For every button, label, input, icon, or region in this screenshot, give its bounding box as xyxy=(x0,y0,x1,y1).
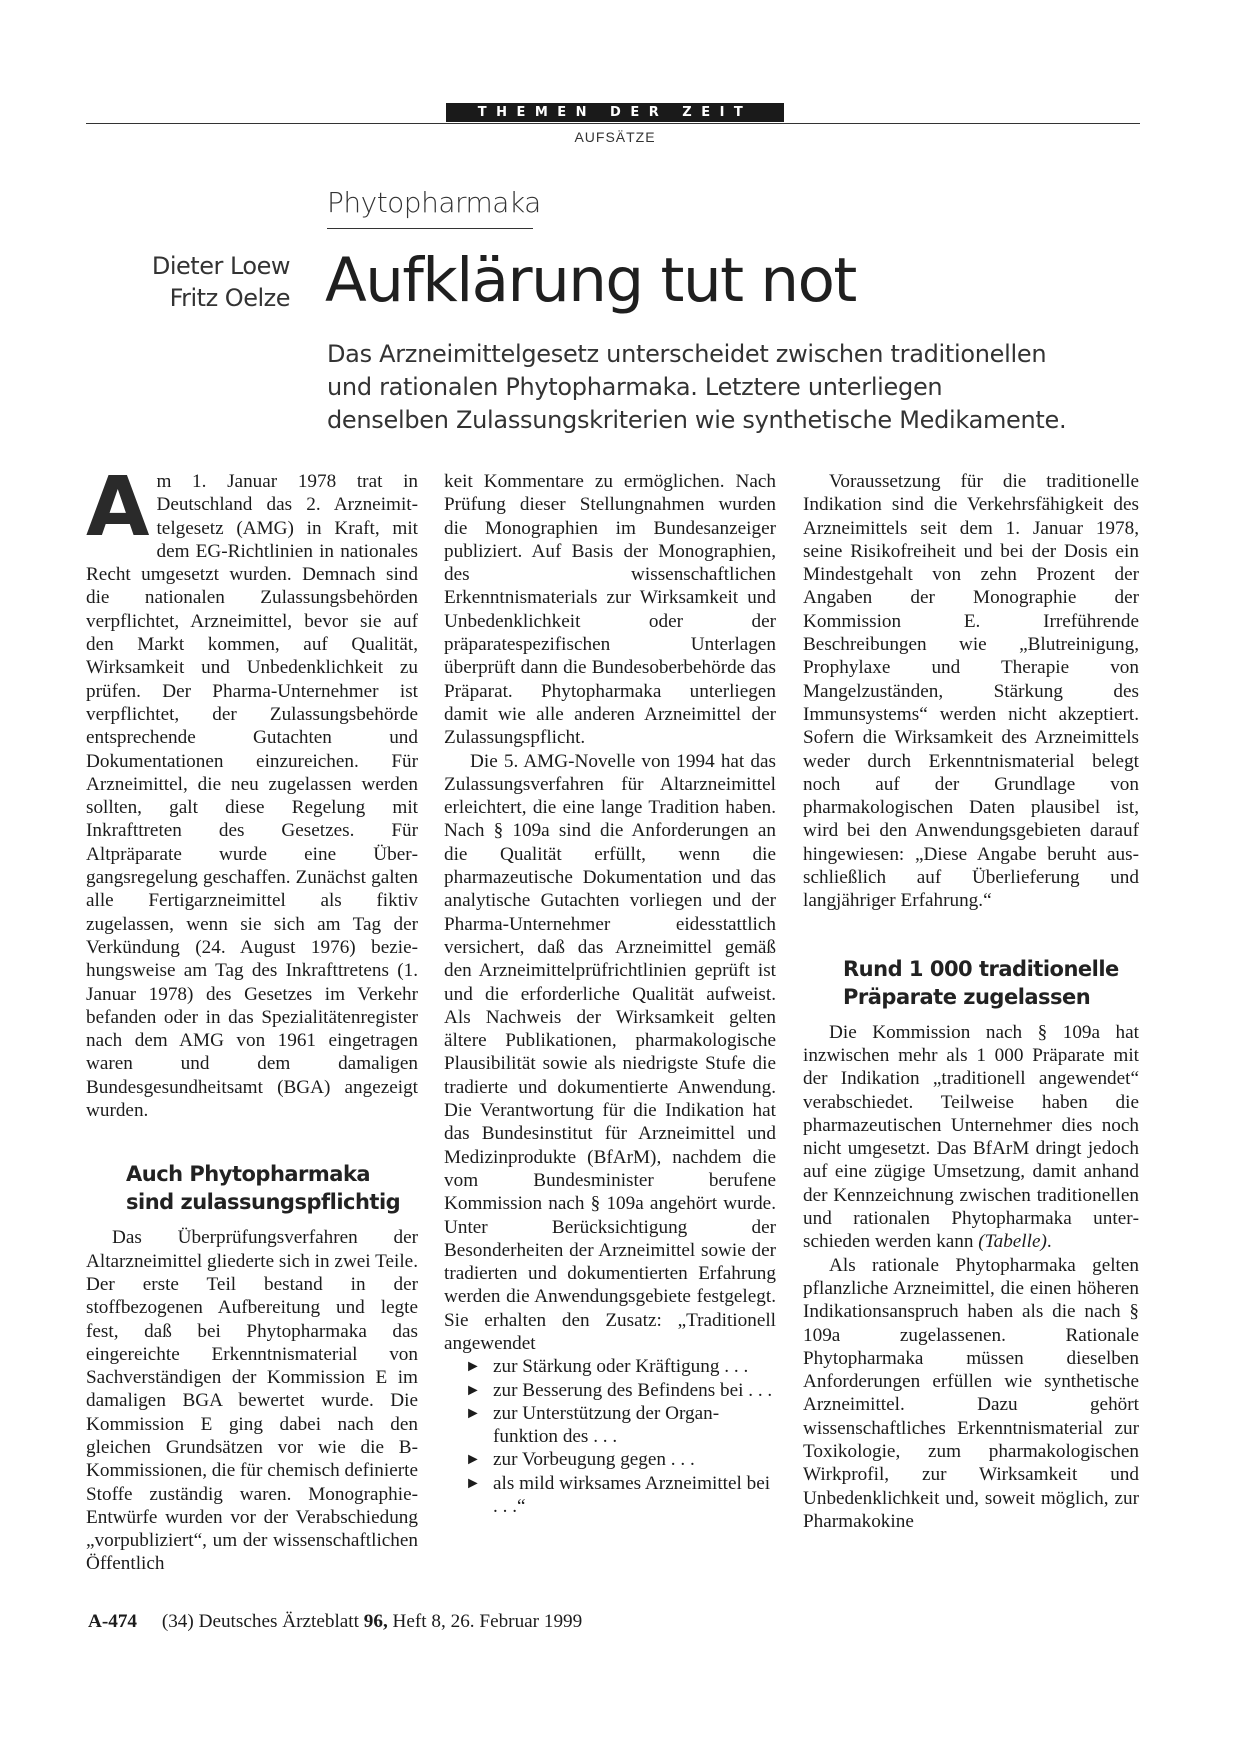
paragraph xyxy=(803,1021,1139,1254)
paragraph: Die 5. AMG-Novelle von 1994 hat das Zulassungsverfahren für Altarzneimittel erleichtert, die eine lange Tradition haben. Nach § 109a sind die Anforderungen an die Qualität erfüllt, wenn die pharmazeutische Dokumentation und das analytische Gutachten vorliegen und der Pharma-Unternehmer eidesstattlich versichert, daß das Arzneimittel gemäß den Arzneimittelprüfrichtlinien geprüft ist und die erforderliche Qualität aufweist. Als Nachweis der Wirksamkeit gelten ältere Publikationen, pharmakologische Plausibilität sowie als niedrigste Stufe die tradierte und dokumentierte Anwendung. Die Verantwortung für die Indikation hat das Bundesinstitut für Arzneimittel und Medizinprodukte (BfArM), nachdem die vom Bundesminister berufene Kommission nach § 109a angehört wurde. Unter Berücksichtigung der Besonderheiten der Arzneimittel sowie der tradierten und dokumentierten Erfahrung werden die Anwendungsgebiete festgelegt. Sie erhalten den Zusatz: „Traditionell angewendet xyxy=(444,750,776,1354)
section-heading xyxy=(803,955,1139,1011)
column-3 xyxy=(803,470,1139,1533)
list-item-text: zur Stärkung oder Kräftigung . . . xyxy=(493,1356,749,1378)
column-2 xyxy=(444,470,776,1518)
article-title: Aufklärung tut not xyxy=(325,245,856,316)
author-name: Fritz Oelze xyxy=(169,284,290,312)
list-item-text: als mild wirksames Arzneimittel bei . . .“ xyxy=(493,1472,771,1518)
paragraph: keit Kommentare zu ermöglichen. Nach Prüfung dieser Stellungnahmen wurden die Monographien im Bundesanzeiger publiziert. Auf Basis der Monographien, des wissenschaftlichen Erkenntnismaterials zur Wirksamkeit und Unbedenklichkeit oder der präparatespezifischen Unterlagen überprüft dann die Bundesoberbehörde das Präparat. Phytopharmaka unterliegen damit wie alle anderen Arzneimittel der Zulassungspflicht. xyxy=(444,471,776,749)
subsection-label: AUFSÄTZE xyxy=(574,129,656,145)
header-rule xyxy=(86,123,1140,124)
drop-cap: A xyxy=(86,460,150,555)
list-item xyxy=(444,1448,776,1471)
list-item xyxy=(444,1355,776,1378)
paragraph-text: Die Kommission nach § 109a hat inzwischen mehr als 1 000 Präparate mit der Indikation „traditionell angewendet“ verabschiedet. Teilweise haben die pharmazeutischen Unternehmer dies noch nicht umgesetzt. Das BfArM dringt jedoch auf eine zügige Umsetzung, damit anhand der Kennzeichnung zwischen traditionellen und rationalen Phytopharmaka unterschieden werden kann xyxy=(803,1021,1139,1253)
deck-line: denselben Zulassungskriterien wie synthetische Medikamente. xyxy=(327,406,1067,434)
paragraph-text: . xyxy=(1046,1231,1052,1253)
journal-volume: 96, xyxy=(363,1611,388,1632)
list-item xyxy=(444,1379,776,1402)
heading-line: Auch Phytopharmaka xyxy=(126,1162,371,1187)
heading-line: Rund 1 000 traditionelle xyxy=(843,956,1119,981)
page-footer xyxy=(88,1611,582,1633)
paragraph-text: m 1. Januar 1978 trat in Deutschland das 2. Arzneimittelgesetz (AMG) in Kraft, mit dem EG-Richtlinien in nationales Recht umgesetzt wurden. Demnach sind die nationalen Zulassungsbehörden verpflichtet, Arzneimittel, bevor sie auf den Markt kommen, auf Qualität, Wirksamkeit und Unbedenklichkeit zu prüfen. Der Pharma-Unternehmer ist verpflichtet, der Zulassungsbehörde entsprechende Gutachten und Dokumentationen einzureichen. Für Arzneimittel, die neu zugelassen werden sollten, galt diese Regelung mit Inkrafttreten des Gesetzes. Für Altpräparate wurde eine Übergangsregelung geschaffen. Zunächst galten alle Fertigarzneimittel als fiktiv zugelassen, wenn sie sich am Tag der Verkündung (24. August 1976) beziehungsweise am Tag des Inkrafttretens (1. Januar 1978) des Gesetzes im Verkehr befanden oder in das Spezialitätenregister nach dem AMG von 1961 eingetragen waren und dem damaligen Bundesgesundheitsamt (BGA) angezeigt wurden. xyxy=(86,471,418,1122)
triangle-bullet-icon: ► xyxy=(465,1474,481,1492)
paragraph: Als rationale Phytopharmaka gelten pflanzliche Arzneimittel, die einen höheren Indikationsanspruch haben als die nach § 109a zugelassenen. Rationale Phytopharmaka müssen dieselben Anforderungen erfüllen wie synthetische Arzneimittel. Dazu gehört wissenschaftliches Erkenntnismaterial zur Toxikologie, zum pharmakologischen Wirkprofil, zur Wirksamkeit und Unbedenklichkeit und, soweit möglich, zur Pharmakokine xyxy=(803,1254,1139,1532)
triangle-bullet-icon: ► xyxy=(465,1451,481,1469)
list-item-text: zur Besserung des Befindens bei . . . xyxy=(493,1379,773,1401)
list-item-text: zur Unterstützung der Organfunktion des . . . xyxy=(493,1402,720,1448)
paragraph xyxy=(86,460,418,1122)
kicker-underline xyxy=(327,228,533,229)
paragraph: Das Überprüfungsverfahren der Altarzneimittel gliederte sich in zwei Teile. Der erste Teil bestand in der stoffbezogenen Aufbereitung und legte fest, daß bei Phytopharmaka das eingereichte Erkenntnismaterial von Sachverständigen der Kommission E im damaligen BGA bewertet wurde. Die Kommission E ging dabei nach den gleichen Grundsätzen vor wie die B-Kommissionen, die für chemisch definierte Stoffe zuständig waren. Monographie-Entwürfe wurden vor der Verabschiedung „vorpubliziert“, um der wissenschaftlichen Öffentlich xyxy=(86,1227,418,1575)
heading-line: sind zulassungspflichtig xyxy=(126,1190,401,1215)
column-1 xyxy=(86,460,418,1576)
deck-line: und rationalen Phytopharmaka. Letztere unterliegen xyxy=(327,373,943,401)
list-item-text: zur Vorbeugung gegen . . . xyxy=(493,1449,695,1471)
article-deck xyxy=(327,338,1107,437)
section-label: THEMEN DER ZEIT xyxy=(446,103,784,122)
author-name: Dieter Loew xyxy=(151,252,290,280)
indication-list xyxy=(444,1355,776,1518)
list-item xyxy=(444,1472,776,1519)
journal-issue: Heft 8, 26. Februar 1999 xyxy=(392,1611,583,1632)
triangle-bullet-icon: ► xyxy=(465,1381,481,1399)
section-heading xyxy=(86,1160,418,1216)
deck-line: Das Arzneimittelgesetz unterscheidet zwischen traditionellen xyxy=(327,340,1047,368)
article-kicker: Phytopharmaka xyxy=(327,186,541,219)
heading-line: Präparate zugelassen xyxy=(843,984,1091,1009)
triangle-bullet-icon: ► xyxy=(465,1358,481,1376)
page-number: A-474 xyxy=(88,1611,138,1632)
list-item xyxy=(444,1402,776,1449)
journal-citation: (34) Deutsches Ärzteblatt xyxy=(161,1611,359,1632)
paragraph: Voraussetzung für die traditionelle Indikation sind die Verkehrsfähigkeit des Arzneimittels seit dem 1. Januar 1978, seine Risikofreiheit und bei der Dosis ein Mindestgehalt von zehn Prozent der Angaben der Monographie der Kommission E. Irreführende Beschreibungen wie „Blutreinigung, Prophylaxe und Therapie von Mangelzuständen, Stärkung des Immunsystems“ werden nicht akzeptiert. Sofern die Wirksamkeit des Arzneimittels weder durch Erkenntnismaterial belegt noch auf der Grundlage von pharmakologischen Daten plausibel ist, wird bei den Anwendungsgebieten darauf hingewiesen: „Diese Angabe beruht ausschließlich auf Überlieferung und langjähriger Erfahrung.“ xyxy=(803,471,1139,912)
table-reference: (Tabelle) xyxy=(978,1231,1047,1253)
triangle-bullet-icon: ► xyxy=(465,1404,481,1422)
